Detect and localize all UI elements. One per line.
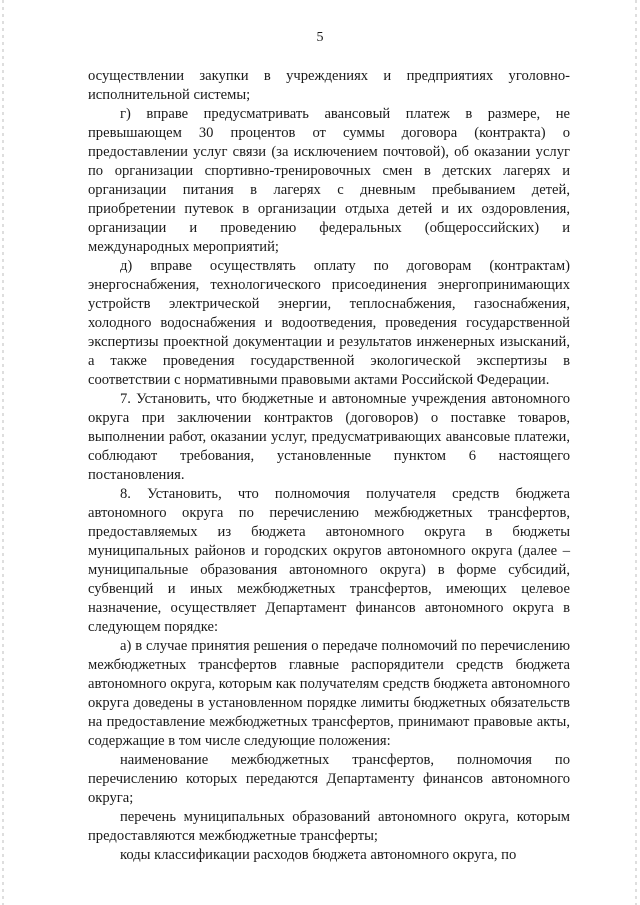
paragraph-item-7: 7. Установить, что бюджетные и автономные учреждения автономного округа при заключении контрактов (договоров) о поставке товаров, выполнении работ, оказании услуг, предусматривающих авансовые платежи, соблюдают требования, установленные пунктом 6 настоящего постановления.	[88, 391, 570, 483]
paragraph-subpoint-a: а) в случае принятия решения о передаче полномочий по перечислению межбюджетных трансфертов главные распорядители средств бюджета автономного округа, которым как получателям средств бюджета автономного округа доведены в установленном порядке лимиты бюджетных обязательств на предоставление межбюджетных трансфертов, принимают правовые акты, содержащие в том числе следующие положения:	[88, 638, 570, 749]
paragraph-item-8: 8. Установить, что полномочия получателя средств бюджета автономного округа по перечислению межбюджетных трансфертов, предоставляемых из бюджета автономного округа в бюджеты муниципальных районов и городских округов автономного округа (далее – муниципальные образования автономного округа) в форме субсидий, субвенций и иных межбюджетных трансфертов, имеющих целевое назначение, осуществляет Департамент финансов автономного округа в следующем порядке:	[88, 486, 570, 635]
paragraph-subpoint-v-continuation: осуществлении закупки в учреждениях и предприятиях уголовно-исполнительной системы;	[88, 68, 570, 103]
paragraph-subpoint-g: г) вправе предусматривать авансовый платеж в размере, не превышающем 30 процентов от суммы договора (контракта) о предоставлении услуг связи (за исключением почтовой), об оказании услуг по организации спортивно-тренировочных смен в детских лагерях и организации питания в лагерях с дневным пребыванием детей, приобретении путевок в организации отдыха детей и их оздоровления, организации и проведению федеральных (общероссийских) и международных мероприятий;	[88, 106, 570, 255]
document-body	[88, 67, 570, 865]
page-number: 5	[316, 30, 324, 45]
scan-edge-left	[2, 0, 4, 905]
paragraph-provision-codes: коды классификации расходов бюджета автономного округа, по	[120, 847, 517, 863]
paragraph-subpoint-d: д) вправе осуществлять оплату по договорам (контрактам) энергоснабжения, технологического присоединения энергопринимающих устройств электрической энергии, теплоснабжения, газоснабжения, холодного водоснабжения и водоотведения, проведения государственной экспертизы проектной документации и результатов инженерных изысканий, а также проведения государственной экологической экспертизы в соответствии с нормативными правовыми актами Российской Федерации.	[88, 258, 570, 388]
paragraph-provision-name: наименование межбюджетных трансфертов, полномочия по перечислению которых передаются Департаменту финансов автономного округа;	[88, 752, 570, 806]
scan-edge-right	[635, 0, 637, 905]
paragraph-provision-list: перечень муниципальных образований автономного округа, которым предоставляются межбюджетные трансферты;	[88, 809, 570, 844]
